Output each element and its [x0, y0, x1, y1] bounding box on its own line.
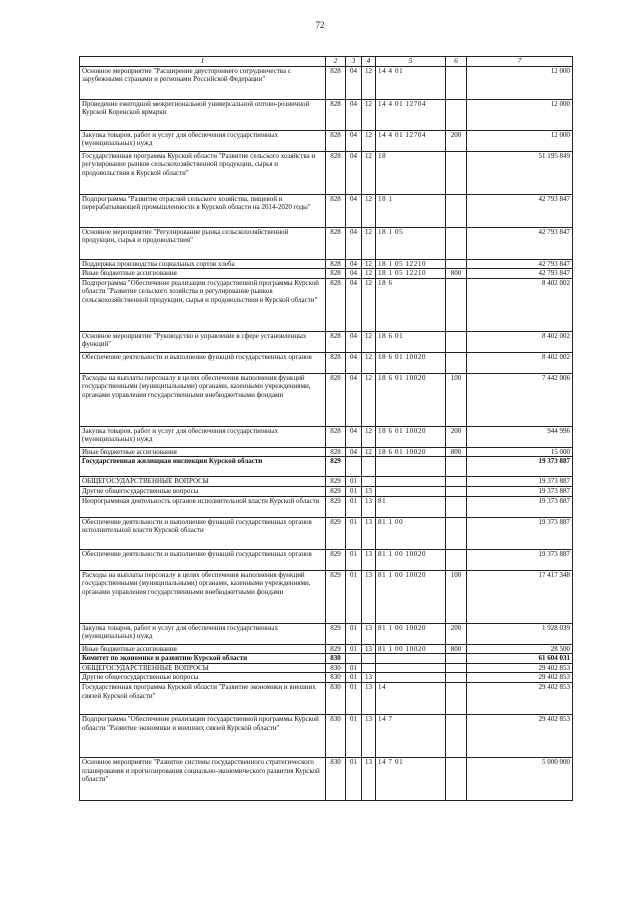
amount: 29 402 853 [467, 673, 573, 683]
target-article-code: 14 4 01 12704 [376, 99, 446, 130]
subsection-code: 12 [362, 227, 376, 259]
amount: 51 195 849 [467, 151, 573, 194]
subsection-code: 12 [362, 352, 376, 373]
row-name: Подпрограмма "Обеспечение реализации государственной программы Курской области "Развитие сельского хозяйства и регулирование рынков сельскохозяйственной продукции, сырья и продовольствия в Курской области" [80, 278, 326, 331]
ministry-code: 830 [326, 682, 346, 714]
amount: 19 373 887 [467, 457, 573, 477]
ministry-code: 828 [326, 227, 346, 259]
table-row [80, 663, 573, 673]
ministry-code: 828 [326, 151, 346, 194]
amount: 5 000 000 [467, 757, 573, 800]
expense-type-code [446, 714, 467, 757]
table-row [80, 227, 573, 259]
table-row [80, 496, 573, 517]
row-name: Расходы на выплаты персоналу в целях обеспечения выполнения функций государственными (муниципальными) органами, казенными учреждениями, органами управления государственными внебюджетными фондами [80, 570, 326, 623]
target-article-code: 18 6 [376, 278, 446, 331]
table-row [80, 352, 573, 373]
target-article-code: 18 1 05 12210 [376, 269, 446, 279]
table-row [80, 477, 573, 487]
target-article-code: 81 1 00 [376, 517, 446, 549]
expense-type-code [446, 682, 467, 714]
row-name: Государственная программа Курской области "Развитие сельского хозяйства и регулирование рынков сельскохозяйственной продукции, сырья и продовольствия в Курской области" [80, 151, 326, 194]
column-number: 7 [467, 57, 573, 67]
ministry-code: 829 [326, 623, 346, 644]
target-article-code [376, 477, 446, 487]
subsection-code: 12 [362, 269, 376, 279]
section-code: 04 [346, 66, 362, 99]
subsection-code [362, 654, 376, 664]
column-number: 3 [346, 57, 362, 67]
ministry-code: 828 [326, 66, 346, 99]
column-number: 4 [362, 57, 376, 67]
section-code: 01 [346, 623, 362, 644]
section-code: 04 [346, 352, 362, 373]
table-row [80, 194, 573, 227]
row-name: Закупка товаров, работ и услуг для обеспечения государственных (муниципальных) нужд [80, 426, 326, 447]
row-name: Обеспечение деятельности и выполнение функций государственных органов исполнительной власти Курской области [80, 517, 326, 549]
expense-type-code [446, 757, 467, 800]
subsection-code [362, 663, 376, 673]
section-code: 01 [346, 644, 362, 654]
ministry-code: 828 [326, 426, 346, 447]
subsection-code: 13 [362, 623, 376, 644]
section-code: 04 [346, 130, 362, 151]
target-article-code: 14 7 [376, 714, 446, 757]
table-row [80, 457, 573, 477]
expense-type-code [446, 477, 467, 487]
ministry-code: 829 [326, 570, 346, 623]
amount: 19 373 887 [467, 517, 573, 549]
expense-type-code [446, 99, 467, 130]
subsection-code [362, 477, 376, 487]
row-name: Расходы на выплаты персоналу в целях обеспечения выполнения функций государственными (муниципальными) органами, казенными учреждениями, органами управления государственными внебюджетными фондами [80, 373, 326, 426]
expense-type-code [446, 352, 467, 373]
subsection-code: 12 [362, 426, 376, 447]
amount: 19 373 887 [467, 477, 573, 487]
target-article-code [376, 663, 446, 673]
subsection-code: 12 [362, 130, 376, 151]
subsection-code: 13 [362, 682, 376, 714]
expense-type-code: 200 [446, 623, 467, 644]
table-row [80, 714, 573, 757]
table-row [80, 373, 573, 426]
ministry-code: 829 [326, 644, 346, 654]
table-row [80, 644, 573, 654]
target-article-code: 14 4 01 12704 [376, 130, 446, 151]
ministry-code: 830 [326, 663, 346, 673]
amount: 29 402 853 [467, 663, 573, 673]
amount: 12 000 [467, 99, 573, 130]
target-article-code: 81 1 00 10020 [376, 570, 446, 623]
table-row [80, 269, 573, 279]
ministry-code: 829 [326, 496, 346, 517]
target-article-code: 18 1 05 12210 [376, 259, 446, 269]
subsection-code: 13 [362, 496, 376, 517]
section-code: 01 [346, 714, 362, 757]
subsection-code: 12 [362, 331, 376, 352]
table-row [80, 570, 573, 623]
table-row [80, 130, 573, 151]
row-name: Основное мероприятие "Развитие системы государственного стратегического планирования и прогнозирования социально-экономического развития Курской области" [80, 757, 326, 800]
subsection-code: 13 [362, 714, 376, 757]
expense-type-code [446, 457, 467, 477]
target-article-code: 81 1 00 10020 [376, 549, 446, 570]
table-row [80, 259, 573, 269]
section-code: 04 [346, 151, 362, 194]
table-row [80, 682, 573, 714]
ministry-code: 830 [326, 673, 346, 683]
target-article-code: 14 7 01 [376, 757, 446, 800]
row-name: Обеспечение деятельности и выполнение функций государственных органов [80, 352, 326, 373]
amount: 19 373 887 [467, 496, 573, 517]
ministry-code: 828 [326, 278, 346, 331]
amount: 7 442 006 [467, 373, 573, 426]
subsection-code: 13 [362, 549, 376, 570]
target-article-code: 14 [376, 682, 446, 714]
column-number-row [80, 57, 573, 67]
ministry-code: 829 [326, 486, 346, 496]
section-code: 01 [346, 663, 362, 673]
budget-table [79, 56, 573, 801]
expense-type-code [446, 194, 467, 227]
expense-type-code [446, 496, 467, 517]
target-article-code: 81 1 00 10020 [376, 644, 446, 654]
amount: 42 793 847 [467, 194, 573, 227]
subsection-code: 13 [362, 673, 376, 683]
section-code: 04 [346, 269, 362, 279]
amount: 42 793 847 [467, 269, 573, 279]
section-code: 04 [346, 373, 362, 426]
amount: 29 402 853 [467, 682, 573, 714]
section-code: 01 [346, 673, 362, 683]
section-code: 01 [346, 496, 362, 517]
target-article-code: 18 6 01 10020 [376, 426, 446, 447]
ministry-code: 829 [326, 477, 346, 487]
ministry-code: 830 [326, 714, 346, 757]
ministry-code: 828 [326, 352, 346, 373]
ministry-code: 828 [326, 269, 346, 279]
subsection-code: 12 [362, 99, 376, 130]
target-article-code: 18 6 01 10020 [376, 373, 446, 426]
section-code: 01 [346, 477, 362, 487]
amount: 8 402 002 [467, 278, 573, 331]
target-article-code [376, 486, 446, 496]
column-number: 2 [326, 57, 346, 67]
subsection-code: 12 [362, 259, 376, 269]
section-code: 04 [346, 447, 362, 457]
subsection-code: 13 [362, 486, 376, 496]
target-article-code: 18 6 01 10020 [376, 352, 446, 373]
ministry-code: 828 [326, 99, 346, 130]
row-name: Основное мероприятие "Расширение двустороннего сотрудничества с зарубежными странами и регионами Российской Федерации" [80, 66, 326, 99]
subsection-code: 12 [362, 66, 376, 99]
table-row [80, 99, 573, 130]
subsection-code: 13 [362, 517, 376, 549]
amount: 944 996 [467, 426, 573, 447]
table-row [80, 331, 573, 352]
row-name: Подпрограмма "Обеспечение реализации государственной программы Курской области "Развитие экономики и внешних связей Курской области" [80, 714, 326, 757]
row-name: Основное мероприятие "Регулирование рынка сельскохозяйственной продукции, сырья и продовольствия" [80, 227, 326, 259]
column-number: 5 [376, 57, 446, 67]
ministry-code: 828 [326, 447, 346, 457]
row-name: Подпрограмма "Развитие отраслей сельского хозяйства, пищевой и перерабатывающей промышленности в Курской области на 2014-2020 годы" [80, 194, 326, 227]
column-number: 6 [446, 57, 467, 67]
expense-type-code: 100 [446, 373, 467, 426]
expense-type-code [446, 486, 467, 496]
row-name: Иные бюджетные ассигнования [80, 447, 326, 457]
target-article-code: 81 [376, 496, 446, 517]
amount: 12 000 [467, 66, 573, 99]
expense-type-code: 800 [446, 447, 467, 457]
target-article-code [376, 673, 446, 683]
row-name: Поддержка производства социальных сортов хлеба [80, 259, 326, 269]
page-number: 72 [315, 20, 325, 30]
section-code: 01 [346, 549, 362, 570]
target-article-code [376, 654, 446, 664]
section-code: 04 [346, 194, 362, 227]
table-row [80, 426, 573, 447]
amount: 19 373 887 [467, 486, 573, 496]
table-row [80, 486, 573, 496]
amount: 8 402 002 [467, 352, 573, 373]
row-name: Другие общегосударственные вопросы [80, 673, 326, 683]
subsection-code: 12 [362, 373, 376, 426]
table-row [80, 654, 573, 664]
ministry-code: 830 [326, 757, 346, 800]
table-row [80, 278, 573, 331]
table-row [80, 517, 573, 549]
ministry-code: 829 [326, 517, 346, 549]
target-article-code: 18 1 05 [376, 227, 446, 259]
ministry-code: 828 [326, 259, 346, 269]
expense-type-code [446, 151, 467, 194]
target-article-code: 18 6 01 10020 [376, 447, 446, 457]
amount: 42 793 847 [467, 227, 573, 259]
expense-type-code: 100 [446, 570, 467, 623]
section-code: 04 [346, 426, 362, 447]
amount: 29 402 853 [467, 714, 573, 757]
ministry-code: 828 [326, 194, 346, 227]
amount: 1 928 039 [467, 623, 573, 644]
amount: 8 402 002 [467, 331, 573, 352]
section-code: 04 [346, 278, 362, 331]
row-name: Государственная программа Курской области "Развитие экономики и внешних связей Курской области" [80, 682, 326, 714]
table-row [80, 549, 573, 570]
amount: 28 500 [467, 644, 573, 654]
row-name: ОБЩЕГОСУДАРСТВЕННЫЕ ВОПРОСЫ [80, 663, 326, 673]
target-article-code: 18 [376, 151, 446, 194]
section-code: 04 [346, 99, 362, 130]
expense-type-code [446, 331, 467, 352]
table-row [80, 757, 573, 800]
subsection-code: 13 [362, 644, 376, 654]
expense-type-code [446, 66, 467, 99]
ministry-code: 828 [326, 130, 346, 151]
section-code: 01 [346, 517, 362, 549]
row-name: Иные бюджетные ассигнования [80, 269, 326, 279]
ministry-code: 830 [326, 654, 346, 664]
expense-type-code [446, 227, 467, 259]
row-name: ОБЩЕГОСУДАРСТВЕННЫЕ ВОПРОСЫ [80, 477, 326, 487]
row-name: Основное мероприятие "Руководство и управление в сфере установленных функций" [80, 331, 326, 352]
table-row [80, 447, 573, 457]
target-article-code: 18 1 [376, 194, 446, 227]
subsection-code [362, 457, 376, 477]
row-name: Иные бюджетные ассигнования [80, 644, 326, 654]
amount: 19 373 887 [467, 549, 573, 570]
target-article-code: 81 1 00 10020 [376, 623, 446, 644]
row-name: Обеспечение деятельности и выполнение функций государственных органов [80, 549, 326, 570]
table-row [80, 66, 573, 99]
section-code [346, 654, 362, 664]
table-row [80, 623, 573, 644]
section-code: 04 [346, 227, 362, 259]
subsection-code: 12 [362, 447, 376, 457]
subsection-code: 12 [362, 194, 376, 227]
expense-type-code: 800 [446, 269, 467, 279]
row-name: Непрограммная деятельность органов исполнительной власти Курской области [80, 496, 326, 517]
amount: 42 793 847 [467, 259, 573, 269]
subsection-code: 13 [362, 757, 376, 800]
ministry-code: 828 [326, 373, 346, 426]
section-code: 01 [346, 682, 362, 714]
amount: 61 604 031 [467, 654, 573, 664]
section-code: 01 [346, 570, 362, 623]
amount: 17 417 348 [467, 570, 573, 623]
expense-type-code [446, 517, 467, 549]
section-code: 04 [346, 259, 362, 269]
expense-type-code [446, 663, 467, 673]
expense-type-code [446, 549, 467, 570]
expense-type-code: 800 [446, 644, 467, 654]
expense-type-code [446, 673, 467, 683]
section-code: 04 [346, 331, 362, 352]
expense-type-code [446, 278, 467, 331]
expense-type-code: 200 [446, 426, 467, 447]
subsection-code: 12 [362, 151, 376, 194]
row-name: Проведение ежегодной межрегиональной универсальной оптово-розничной Курской Коренской ярмарки [80, 99, 326, 130]
target-article-code: 18 6 01 [376, 331, 446, 352]
section-code: 01 [346, 486, 362, 496]
row-name: Государственная жилищная инспекция Курской области [80, 457, 326, 477]
row-name: Закупка товаров, работ и услуг для обеспечения государственных (муниципальных) нужд [80, 623, 326, 644]
ministry-code: 829 [326, 549, 346, 570]
amount: 15 000 [467, 447, 573, 457]
row-name: Закупка товаров, работ и услуг для обеспечения государственных (муниципальных) нужд [80, 130, 326, 151]
table-row [80, 151, 573, 194]
row-name: Другие общегосударственные вопросы [80, 486, 326, 496]
target-article-code: 14 4 01 [376, 66, 446, 99]
section-code: 01 [346, 757, 362, 800]
subsection-code: 13 [362, 570, 376, 623]
column-number: 1 [80, 57, 326, 67]
target-article-code [376, 457, 446, 477]
subsection-code: 12 [362, 278, 376, 331]
amount: 12 000 [467, 130, 573, 151]
table-row [80, 673, 573, 683]
expense-type-code: 200 [446, 130, 467, 151]
ministry-code: 828 [326, 331, 346, 352]
section-code [346, 457, 362, 477]
row-name: Комитет по экономике и развитию Курской области [80, 654, 326, 664]
ministry-code: 829 [326, 457, 346, 477]
expense-type-code [446, 259, 467, 269]
expense-type-code [446, 654, 467, 664]
